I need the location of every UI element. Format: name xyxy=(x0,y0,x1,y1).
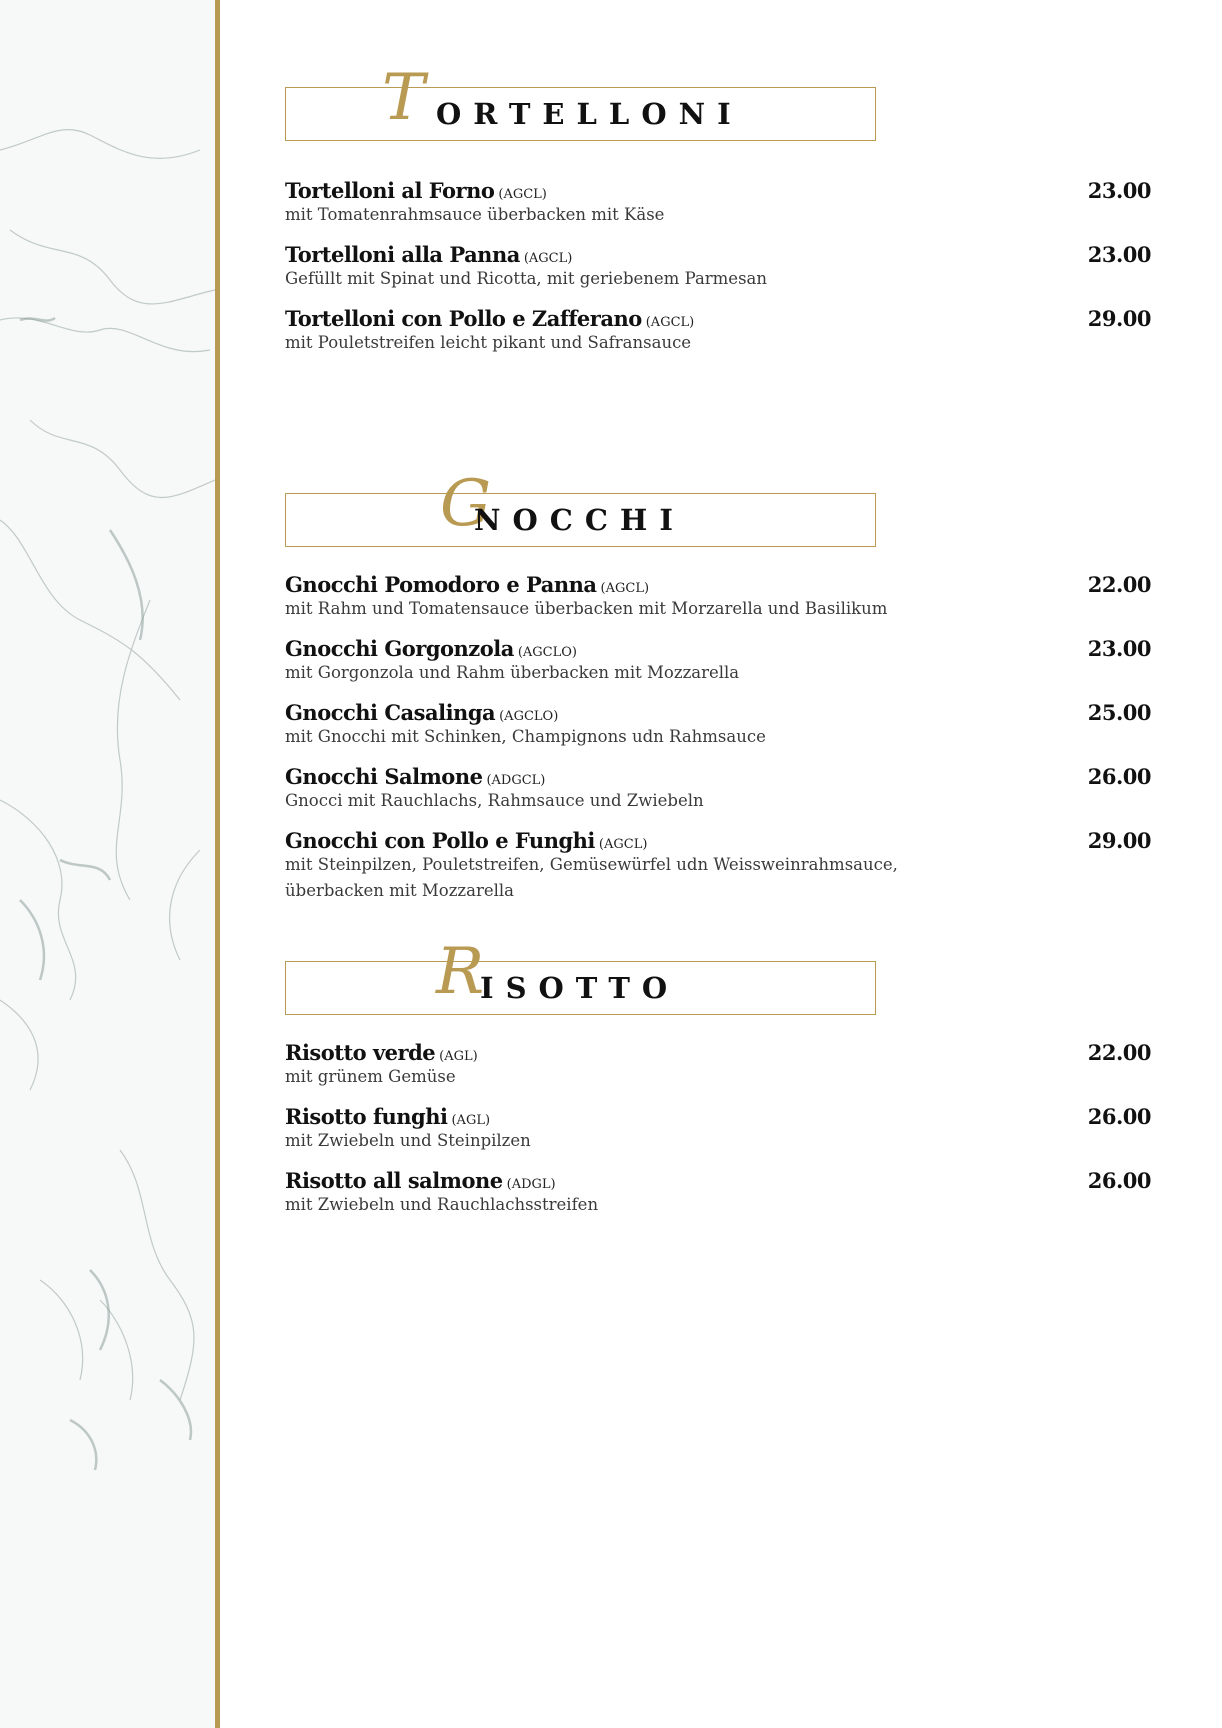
item-allergens: (AGCL) xyxy=(523,251,573,266)
item-name: Tortelloni alla Panna xyxy=(285,242,520,267)
item-allergens: (AGL) xyxy=(451,1113,491,1128)
section-heading xyxy=(285,61,876,141)
item-name: Tortelloni al Forno xyxy=(285,178,495,203)
item-price: 23.00 xyxy=(1087,178,1151,203)
heading-text: NOCCHI xyxy=(474,503,685,537)
item-description: mit grünem Gemüse xyxy=(285,1067,456,1086)
menu-item xyxy=(285,1040,1151,1090)
item-description: mit Gnocchi mit Schinken, Champignons udn Rahmsauce xyxy=(285,727,766,746)
item-description: mit Gorgonzola und Rahm überbacken mit Mozzarella xyxy=(285,663,740,682)
heading-initial: R xyxy=(436,935,485,1009)
menu-item xyxy=(285,242,1151,292)
item-name: Gnocchi con Pollo e Funghi xyxy=(285,828,595,853)
menu-item xyxy=(285,1104,1151,1154)
item-allergens: (AGCL) xyxy=(600,581,650,596)
heading-text: ORTELLONI xyxy=(436,97,743,131)
item-description: mit Steinpilzen, Pouletstreifen, Gemüsewürfel udn Weissweinrahmsauce, überbacken mit Mozzarella xyxy=(285,855,898,900)
item-name: Tortelloni con Pollo e Zafferano xyxy=(285,306,642,331)
menu-item-list xyxy=(285,572,1151,904)
item-name: Gnocchi Gorgonzola xyxy=(285,636,514,661)
menu-item xyxy=(285,636,1151,686)
heading-initial: G xyxy=(440,467,492,541)
section-risotto xyxy=(285,935,1151,1232)
item-allergens: (AGCLO) xyxy=(517,645,577,660)
menu-item xyxy=(285,178,1151,228)
item-price: 26.00 xyxy=(1087,1104,1151,1129)
menu-item xyxy=(285,764,1151,814)
item-allergens: (AGL) xyxy=(439,1049,478,1064)
item-name: Gnocchi Casalinga xyxy=(285,700,496,725)
gold-vertical-rule xyxy=(215,0,220,1728)
item-price: 26.00 xyxy=(1087,764,1151,789)
item-allergens: (AGCLO) xyxy=(499,709,559,724)
item-description: Gefüllt mit Spinat und Ricotta, mit geriebenem Parmesan xyxy=(285,269,768,288)
item-price: 23.00 xyxy=(1087,242,1151,267)
item-price: 25.00 xyxy=(1087,700,1151,725)
item-name: Risotto funghi xyxy=(285,1104,448,1129)
item-price: 22.00 xyxy=(1087,1040,1151,1065)
item-description: mit Zwiebeln und Steinpilzen xyxy=(285,1131,531,1150)
item-description: mit Tomatenrahmsauce überbacken mit Käse xyxy=(285,205,665,224)
menu-item xyxy=(285,700,1151,750)
menu-item-list xyxy=(285,178,1151,356)
menu-item xyxy=(285,306,1151,356)
item-allergens: (AGCL) xyxy=(645,315,695,330)
section-tortelloni xyxy=(285,61,1151,370)
item-name: Risotto all salmone xyxy=(285,1168,503,1193)
item-allergens: (ADGCL) xyxy=(486,773,546,788)
marble-veins xyxy=(0,0,215,1728)
item-name: Risotto verde xyxy=(285,1040,436,1065)
section-heading xyxy=(285,935,876,1015)
item-price: 29.00 xyxy=(1087,306,1151,331)
item-description: mit Rahm und Tomatensauce überbacken mit Morzarella und Basilikum xyxy=(285,599,888,618)
heading-initial: T xyxy=(382,61,425,135)
item-description: Gnocci mit Rauchlachs, Rahmsauce und Zwiebeln xyxy=(285,791,704,810)
item-description: mit Zwiebeln und Rauchlachsstreifen xyxy=(285,1195,599,1214)
item-price: 23.00 xyxy=(1087,636,1151,661)
heading-text: ISOTTO xyxy=(480,971,680,1005)
section-heading xyxy=(285,467,876,547)
item-allergens: (ADGL) xyxy=(506,1177,556,1192)
item-description: mit Pouletstreifen leicht pikant und Safransauce xyxy=(285,333,692,352)
marble-sidebar-decoration xyxy=(0,0,215,1728)
menu-item xyxy=(285,572,1151,622)
item-price: 26.00 xyxy=(1087,1168,1151,1193)
item-name: Gnocchi Salmone xyxy=(285,764,483,789)
item-price: 29.00 xyxy=(1087,828,1151,853)
section-gnocchi xyxy=(285,467,1151,918)
item-allergens: (AGCL) xyxy=(598,837,648,852)
item-name: Gnocchi Pomodoro e Panna xyxy=(285,572,597,597)
menu-item-list xyxy=(285,1040,1151,1218)
item-allergens: (AGCL) xyxy=(498,187,547,202)
menu-item xyxy=(285,828,1151,904)
item-price: 22.00 xyxy=(1087,572,1151,597)
menu-item xyxy=(285,1168,1151,1218)
